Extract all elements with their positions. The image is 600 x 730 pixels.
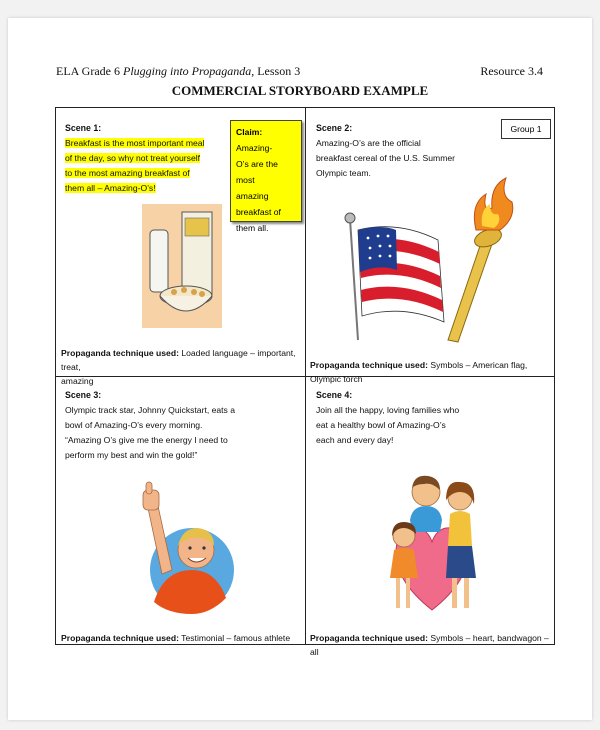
- group-label: Group 1: [501, 119, 551, 139]
- scene-1-technique: [61, 346, 301, 388]
- scene-1-line: to the most amazing breakfast of: [65, 168, 190, 178]
- technique-text: Testimonial – famous athlete: [178, 633, 291, 643]
- cereal-box-label: [185, 218, 209, 236]
- course-prefix: ELA Grade 6: [56, 64, 123, 78]
- technique-label: Propaganda technique used:: [310, 360, 428, 370]
- page-title: COMMERCIAL STORYBOARD EXAMPLE: [171, 83, 429, 98]
- mother-skirt: [446, 546, 476, 578]
- athlete-eye: [188, 546, 191, 549]
- thumb: [146, 482, 152, 494]
- flag-star: [389, 245, 392, 248]
- scene-3-line: Olympic track star, Johnny Quickstart, eats a: [65, 405, 236, 415]
- flag-star: [367, 237, 370, 240]
- scene-3-line: bowl of Amazing-O’s every morning.: [65, 420, 203, 430]
- course-info: [56, 64, 300, 79]
- family-with-heart: [384, 470, 480, 618]
- claim-line: amazing: [236, 191, 269, 201]
- cereal-breakfast-illustration: [142, 204, 222, 328]
- storyboard-grid: [55, 107, 555, 657]
- scene-1-line: them all – Amazing-O’s!: [65, 183, 156, 193]
- flag-star: [387, 235, 390, 238]
- scene-2-title: Scene 2:: [316, 123, 353, 133]
- child-figure: [390, 522, 418, 608]
- scene-3-title: Scene 3:: [65, 390, 102, 400]
- scene-2-technique: [310, 358, 554, 386]
- scene-1-line: Breakfast is the most important meal: [65, 138, 205, 148]
- technique-label: Propaganda technique used:: [310, 633, 428, 643]
- technique-label: Propaganda technique used:: [61, 633, 179, 643]
- flag-star: [369, 257, 372, 260]
- scene-1-title: Scene 1:: [65, 123, 102, 133]
- child-leg: [406, 578, 410, 608]
- scene-4-title: Scene 4:: [316, 390, 353, 400]
- flag-star: [379, 245, 382, 248]
- claim-line: them all.: [236, 223, 269, 233]
- technique-text: Symbols – heart, bandwagon – all: [310, 633, 549, 657]
- american-flag-icon: [345, 213, 444, 340]
- claim-line: breakfast of: [236, 207, 281, 217]
- athlete-thumbs-up: [134, 478, 234, 616]
- mother-leg: [452, 578, 457, 608]
- torch-handle: [448, 240, 492, 342]
- flag-star: [369, 247, 372, 250]
- scene-4-technique: [310, 631, 554, 659]
- technique-text: Loaded language – important, treat,: [61, 348, 296, 372]
- cereal-piece: [181, 287, 187, 293]
- flag-canton: [358, 227, 397, 272]
- flag-pole-finial: [345, 213, 355, 223]
- scene-3-text: [65, 388, 301, 463]
- technique-text: amazing: [61, 376, 94, 386]
- child-dress: [390, 548, 418, 578]
- unit-title: Plugging into Propaganda: [122, 64, 252, 78]
- scene-3-line: “Amazing O’s give me the energy I need to: [65, 435, 228, 445]
- scene-4-line: eat a healthy bowl of Amazing-O’s: [316, 420, 446, 430]
- technique-text: Symbols – American flag, Olympic torch: [310, 360, 528, 384]
- scene-2-line: breakfast cereal of the U.S. Summer: [316, 153, 455, 163]
- olympic-torch-icon: [448, 178, 513, 342]
- scene-3-technique: [61, 631, 301, 645]
- mother-leg: [464, 578, 469, 608]
- claim-line: O’s are the most: [236, 159, 278, 185]
- scene-4-line: each and every day!: [316, 435, 394, 445]
- mother-top: [448, 511, 472, 546]
- cereal-piece: [199, 291, 205, 297]
- scene-4-text: [316, 388, 546, 448]
- father-figure: [410, 476, 442, 532]
- scene-1-text: [65, 121, 235, 196]
- scene-2-line: Amazing-O’s are the official: [316, 138, 421, 148]
- scene-4-line: Join all the happy, loving families who: [316, 405, 460, 415]
- milk-bottle-icon: [150, 230, 168, 292]
- child-leg: [396, 578, 400, 608]
- technique-label: Propaganda technique used:: [61, 348, 179, 358]
- cereal-piece: [171, 289, 177, 295]
- cereal-piece: [191, 289, 197, 295]
- flag-star: [379, 255, 382, 258]
- scene-1-line: of the day, so why not treat yourself: [65, 153, 201, 163]
- flag-pole: [350, 219, 358, 340]
- claim-label: Claim:: [236, 127, 263, 137]
- claim-line: Amazing-: [236, 143, 273, 153]
- flag-star: [377, 235, 380, 238]
- scene-2-line: Olympic team.: [316, 168, 371, 178]
- scene-3-line: perform my best and win the gold!”: [65, 450, 198, 460]
- athlete-eye: [202, 546, 205, 549]
- claim-callout: [230, 120, 302, 233]
- lesson-label: , Lesson 3: [251, 64, 301, 78]
- flag-star: [389, 255, 392, 258]
- american-flag-and-olympic-torch: [340, 164, 526, 348]
- resource-label: Resource 3.4: [480, 64, 543, 78]
